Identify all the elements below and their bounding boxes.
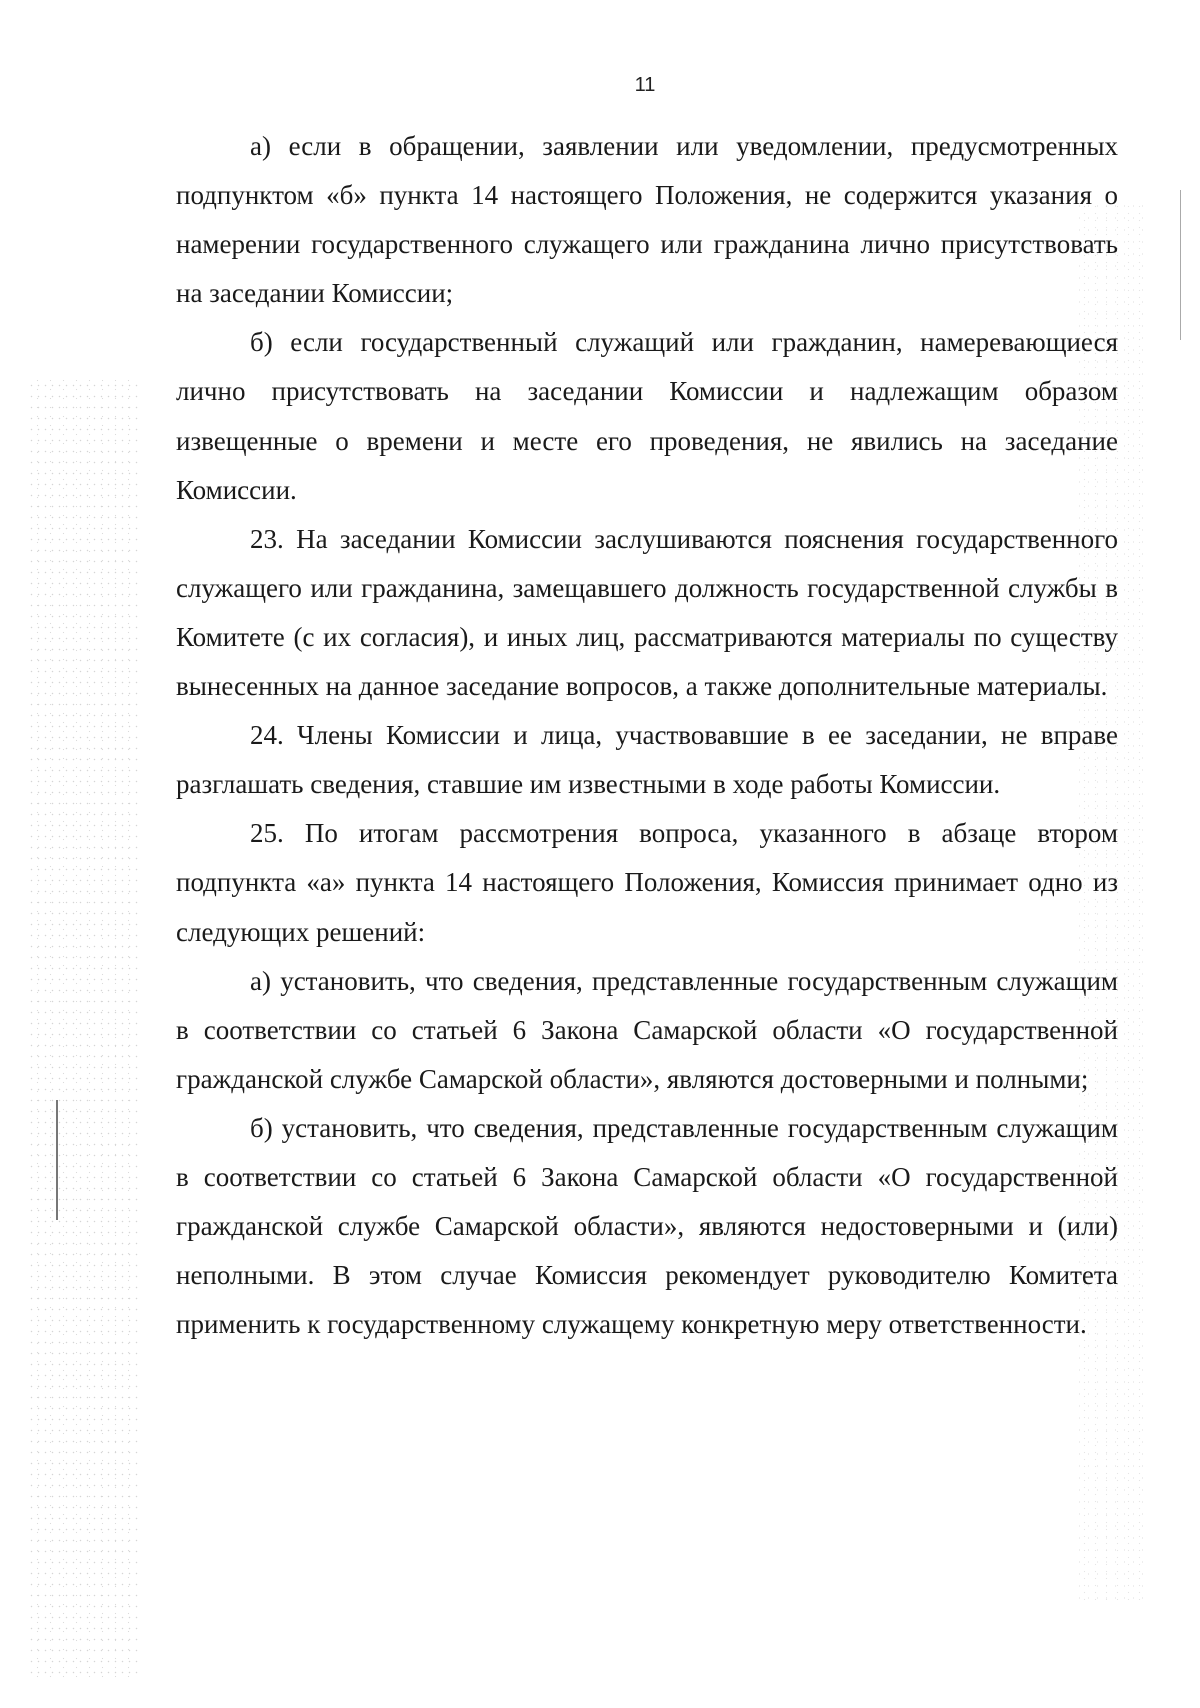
paragraph-24: 24. Члены Комиссии и лица, участвовавшие в ее заседании, не вправе разглашать сведения, ставшие им известными в ходе работы Комиссии. [176, 720, 1118, 800]
scan-artifact-line [1180, 190, 1181, 340]
paragraph-item-b: б) если государственный служащий или гражданин, намеревающиеся лично присутствовать на заседании Комиссии и надлежащим образом извещенные о времени и месте его проведения, не явились на заседание Комиссии. [176, 327, 1118, 505]
paragraph-25-item-a: а) установить, что сведения, представленные государственным служащим в соответствии со статьей 6 Закона Самарской области «О государственной гражданской службе Самарской области», являются достоверными и полными; [176, 965, 1118, 1094]
document-body [176, 122, 1118, 1349]
paragraph-25-item-b: б) установить, что сведения, представленные государственным служащим в соответствии со статьей 6 Закона Самарской области «О государственной гражданской службе Самарской области», являются недостоверными и (или) неполными. В этом случае Комиссия рекомендует руководителю Комитета применить к государственному служащему конкретную меру ответственности. [176, 1112, 1118, 1340]
page-number: 11 [634, 74, 656, 96]
paragraph-23: 23. На заседании Комиссии заслушиваются пояснения государственного служащего или гражданина, замещавшего должность государственной службы в Комитете (с их согласия), и иных лиц, рассматриваются материалы по существу вынесенных на данное заседание вопросов, а также дополнительные материалы. [176, 523, 1118, 702]
paragraph-item-a: а) если в обращении, заявлении или уведомлении, предусмотренных подпунктом «б» пункта 14 настоящего Положения, не содержится указания о намерении государственного служащего или гражданина лично присутствовать на заседании Комиссии; [176, 131, 1118, 309]
scan-artifact-line [56, 1100, 58, 1220]
paragraph-25: 25. По итогам рассмотрения вопроса, указанного в абзаце втором подпункта «а» пункта 14 настоящего Положения, Комиссия принимает одно из следующих решений: [176, 818, 1118, 947]
scan-noise-left [28, 380, 138, 1680]
